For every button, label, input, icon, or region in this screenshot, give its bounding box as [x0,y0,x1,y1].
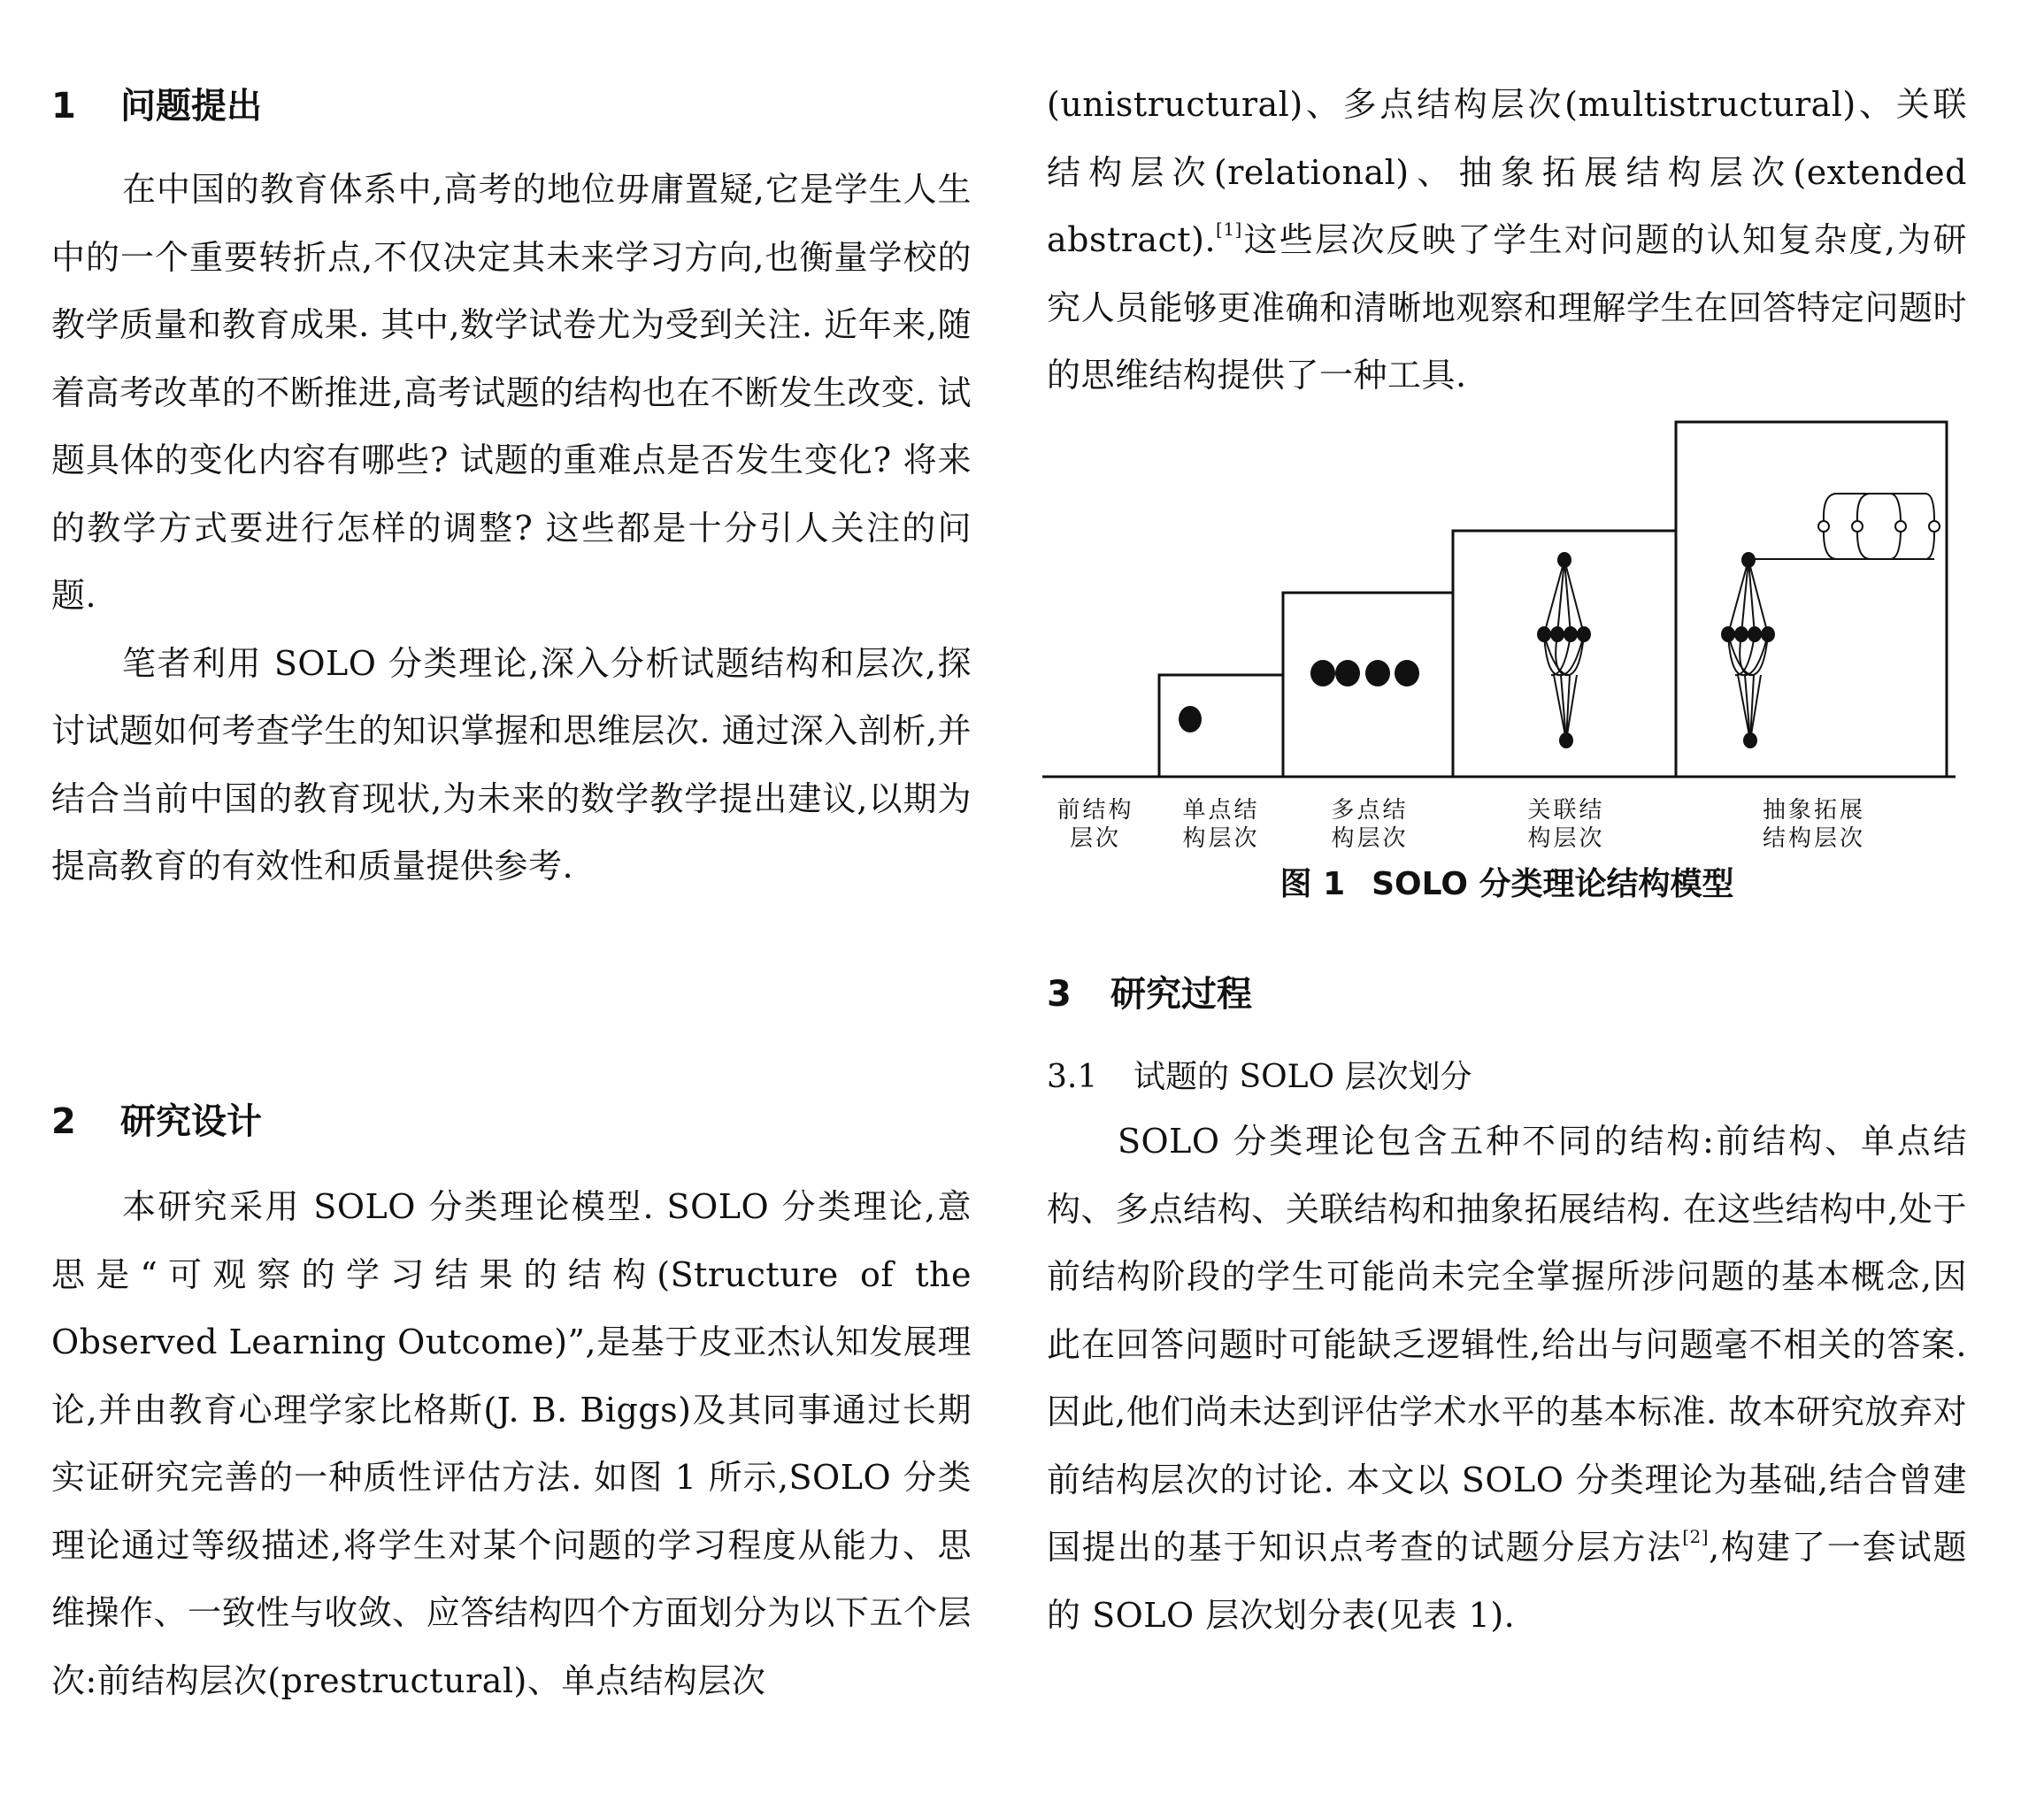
section-3-body [1047,1108,1967,1649]
section-1-paragraph-2: 笔者利用 SOLO 分类理论,深入分析试题结构和层次,探讨试题如何考查学生的知识掌握和思维层次. 通过深入剖析,并结合当前中国的教育现状,为未来的数学教学提出建议,以期为提高教育的有效性和质量提供参考. [51,643,972,886]
section-3-number: 3 [1047,974,1072,1015]
level-label-unistructural [1168,796,1274,853]
continuation-paragraph [1047,71,1967,410]
solo-figure [1035,407,1956,852]
single-node-icon [1179,706,1202,732]
level-label-multistructural [1317,796,1423,853]
level-label-line2: 构层次 [1331,825,1409,852]
extended-network-icon [1721,552,1934,748]
section-1-heading [51,85,262,127]
section-1-paragraph-1: 在中国的教育体系中,高考的地位毋庸置疑,它是学生人生中的一个重要转折点,不仅决定其未来学习方向,也衡量学校的教学质量和教育成果. 其中,数学试卷尤为受到关注. 近年来,随着高考改革的不断推进,高考试题的结构也在不断发生改变. 试题具体的变化内容有哪些? 试题的重难点是否发生变化? 将来的教学方式要进行怎样的调整? 这些都是十分引人关注的问题. [51,170,972,615]
section-1-number: 1 [51,86,76,126]
relational-network-icon [1537,552,1591,748]
section-2-paragraph: 本研究采用 SOLO 分类理论模型. SOLO 分类理论,意思是“可观察的学习结果的结构(Structure of the Observed Learning Outcome)”,是基于皮亚杰认知发展理论,并由教育心理学家比格斯(J. B. Biggs)及其同事通过长期实证研究完善的一种质性评估方法. 如图 1 所示,SOLO 分类理论通过等级描述,将学生对某个问题的学习程度从能力、思维操作、一致性与收敛、应答结构四个方面划分为以下五个层次:前结构层次(prestructural)、单点结构层次 [51,1187,972,1700]
continuation-text-1: (unistructural)、多点结构层次(multistructural)、关联结构层次(relational)、抽象拓展结构层次(extended abstract). [1047,85,1967,259]
abstract-loops-icon-main [1818,494,1940,559]
subsection-3-1-title: 试题的 SOLO 层次划分 [1133,1059,1472,1095]
section-1-body [51,156,972,901]
figure-title: SOLO 分类理论结构模型 [1372,866,1734,902]
solo-structure-diagram [1035,407,1956,796]
section-3-title: 研究过程 [1110,974,1252,1015]
level-label-line2: 层次 [1069,825,1121,852]
extended-abstract-box [1676,422,1947,777]
level-label-line2: 构层次 [1527,825,1605,852]
level-label-extended-abstract [1743,796,1885,853]
four-nodes-icon [1310,660,1419,686]
level-label-line1: 多点结 [1331,797,1409,824]
continuation-text-2: 这些层次反映了学生对问题的认知复杂度,为研究人员能够更准确和清晰地观察和理解学生在回答特定问题时的思维结构提供了一种工具. [1047,220,1967,395]
unistructural-box [1159,675,1283,777]
section-2-body [51,1173,972,1714]
section-2-heading [51,1100,262,1143]
level-label-relational [1513,796,1619,853]
figure-number: 图 1 [1279,866,1346,902]
reference-2[interactable]: [2] [1682,1526,1710,1547]
multistructural-box [1283,593,1453,777]
section-2-title: 研究设计 [120,1101,262,1142]
level-label-line1: 抽象拓展 [1762,797,1865,824]
level-label-line2: 结构层次 [1762,825,1865,852]
level-label-line1: 前结构 [1057,797,1134,824]
section-1-title: 问题提出 [120,86,262,126]
section-3-text-1: SOLO 分类理论包含五种不同的结构:前结构、单点结构、多点结构、关联结构和抽象拓展结构. 在这些结构中,处于前结构阶段的学生可能尚未完全掌握所涉问题的基本概念,因此在回答问题时可能缺乏逻辑性,给出与问题毫不相关的答案. 因此,他们尚未达到评估学术水平的基本标准. 故本研究放弃对前结构层次的讨论. 本文以 SOLO 分类理论为基础,结合曾建国提出的基于知识点考查的试题分层方法 [1047,1122,1967,1567]
subsection-3-1-heading [1047,1058,1472,1097]
subsection-3-1-number: 3.1 [1047,1059,1098,1095]
level-label-line1: 关联结 [1527,797,1605,824]
level-label-line1: 单点结 [1182,797,1260,824]
section-2-number: 2 [51,1101,76,1142]
section-3-text-2: ,构建了一套试题的 SOLO 层次划分表(见表 1). [1047,1528,1967,1635]
level-label-prestructural [1042,796,1149,853]
section-3-heading [1047,973,1252,1016]
reference-1[interactable]: [1] [1216,218,1242,240]
figure-caption [1047,865,1967,904]
level-label-line2: 构层次 [1182,825,1260,852]
